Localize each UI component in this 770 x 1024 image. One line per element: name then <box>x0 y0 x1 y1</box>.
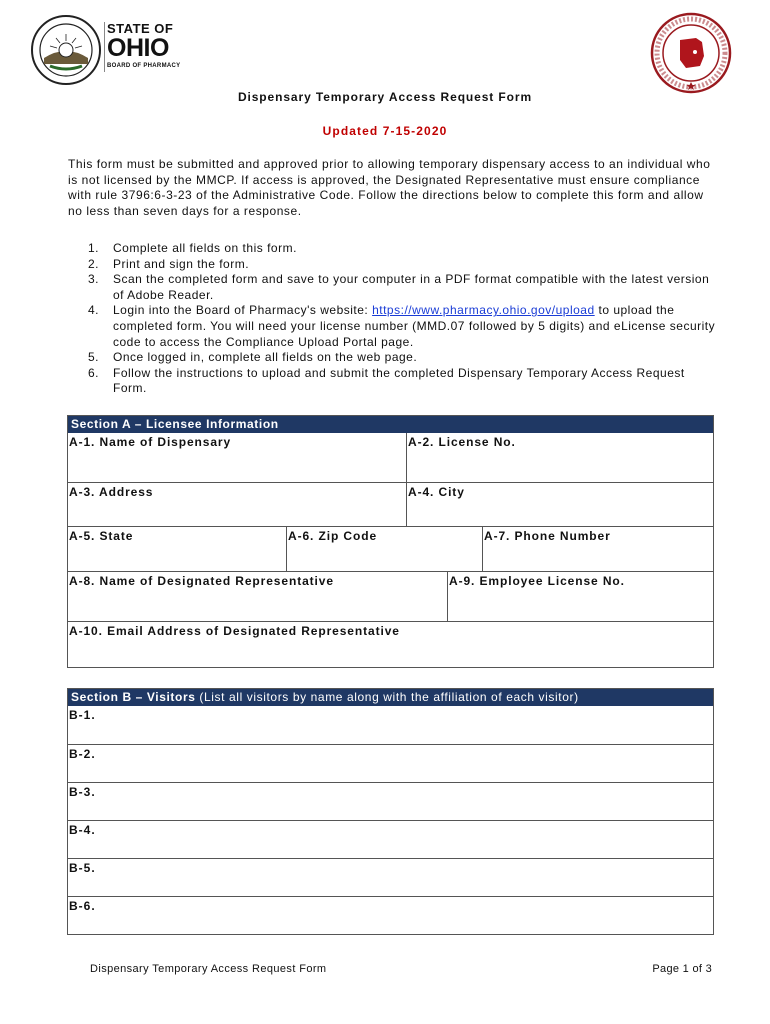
city-field[interactable] <box>406 483 713 526</box>
logo-line2: OHIO <box>107 34 169 62</box>
instruction-list <box>68 241 718 397</box>
list-item <box>68 272 718 303</box>
logo-divider <box>104 22 105 72</box>
field-label: A-6. Zip Code <box>288 529 378 543</box>
list-item <box>68 257 718 273</box>
list-item <box>68 366 718 397</box>
step-text: Print and sign the form. <box>113 256 250 271</box>
step-text: Once logged in, complete all fields on the web page. <box>113 350 418 365</box>
upload-link[interactable]: https://www.pharmacy.ohio.gov/upload <box>372 303 595 318</box>
updated-date: Updated 7-15-2020 <box>322 124 448 138</box>
field-label: B-4. <box>69 823 96 837</box>
section-a-heading: Section A – Licensee Information <box>68 416 713 433</box>
field-label: A-4. City <box>408 485 465 499</box>
step-number: 5. <box>88 350 100 365</box>
step-text: to upload the completed form. You will need your license number (MMD.07 followed by 5 digits) and eLicense security code to access the Compliance Upload Portal page. <box>113 303 716 349</box>
phone-number-field[interactable] <box>482 527 713 571</box>
form-title: Dispensary Temporary Access Request Form <box>237 90 533 104</box>
step-text: Follow the instructions to upload and submit the completed Dispensary Temporary Access Request Form. <box>113 365 685 396</box>
section-b-heading <box>68 689 713 706</box>
intro-paragraph: This form must be submitted and approved prior to allowing temporary dispensary access to an individual who is not licensed by the MMCP. If access is approved, the Designated Representative must ensure compliance with rule 3796:6-3-23 of the Administrative Code. Follow the directions below to complete this form and allow no less than seven days for a response. <box>68 157 711 218</box>
table-row <box>68 571 713 621</box>
step-number: 3. <box>88 272 100 287</box>
visitor-field-3[interactable] <box>68 782 713 820</box>
footer-form-name: Dispensary Temporary Access Request Form <box>90 963 327 975</box>
field-label: A-2. License No. <box>408 435 516 449</box>
section-a-licensee-info <box>67 415 714 668</box>
address-field[interactable] <box>68 483 406 526</box>
email-address-field[interactable] <box>68 622 713 667</box>
field-label: B-3. <box>69 785 96 799</box>
visitor-field-4[interactable] <box>68 820 713 858</box>
visitor-field-6[interactable] <box>68 896 713 934</box>
section-b-title: Section B – Visitors <box>71 690 196 704</box>
field-label: A-5. State <box>69 529 134 543</box>
table-row <box>68 482 713 526</box>
table-row <box>68 526 713 571</box>
field-label: A-8. Name of Designated Representative <box>69 574 334 588</box>
visitor-field-2[interactable] <box>68 744 713 782</box>
ohio-board-logo <box>107 22 180 69</box>
step-text: Complete all fields on this form. <box>113 241 297 255</box>
table-row <box>68 621 713 667</box>
section-b-subtitle: (List all visitors by name along with the affiliation of each visitor) <box>199 690 579 704</box>
section-b-visitors <box>67 688 714 935</box>
step-number: 1. <box>88 241 100 255</box>
logo-line3: BOARD OF PHARMACY <box>107 63 181 69</box>
field-label: B-6. <box>69 899 96 913</box>
list-item <box>68 350 718 366</box>
field-label: B-1. <box>69 708 96 722</box>
dispensary-name-field[interactable] <box>68 433 406 482</box>
visitor-field-1[interactable] <box>68 706 713 744</box>
field-label: B-5. <box>69 861 96 875</box>
designated-rep-name-field[interactable] <box>68 572 447 621</box>
step-text: Scan the completed form and save to your computer in a PDF format compatible with the latest version of Adobe Reader. <box>113 272 710 302</box>
field-label: A-10. Email Address of Designated Representative <box>69 624 400 638</box>
logo-line1: STATE OF <box>107 21 174 36</box>
step-number: 2. <box>88 256 100 271</box>
field-label: A-3. Address <box>69 485 154 499</box>
mmcp-seal-logo <box>650 12 732 94</box>
state-seal-logo <box>30 14 102 86</box>
list-item <box>68 303 718 350</box>
step-number: 4. <box>88 303 100 318</box>
table-row <box>68 433 713 482</box>
zip-code-field[interactable] <box>286 527 482 571</box>
field-label: A-7. Phone Number <box>484 529 611 543</box>
field-label: A-9. Employee License No. <box>449 574 625 588</box>
state-field[interactable] <box>68 527 286 571</box>
list-item <box>68 241 718 257</box>
field-label: A-1. Name of Dispensary <box>69 435 232 449</box>
step-text: Login into the Board of Pharmacy's website: <box>113 303 373 318</box>
page-number: Page 1 of 3 <box>652 963 712 975</box>
visitor-field-5[interactable] <box>68 858 713 896</box>
license-no-field[interactable] <box>406 433 713 482</box>
step-number: 6. <box>88 365 100 380</box>
employee-license-field[interactable] <box>447 572 713 621</box>
field-label: B-2. <box>69 747 96 761</box>
